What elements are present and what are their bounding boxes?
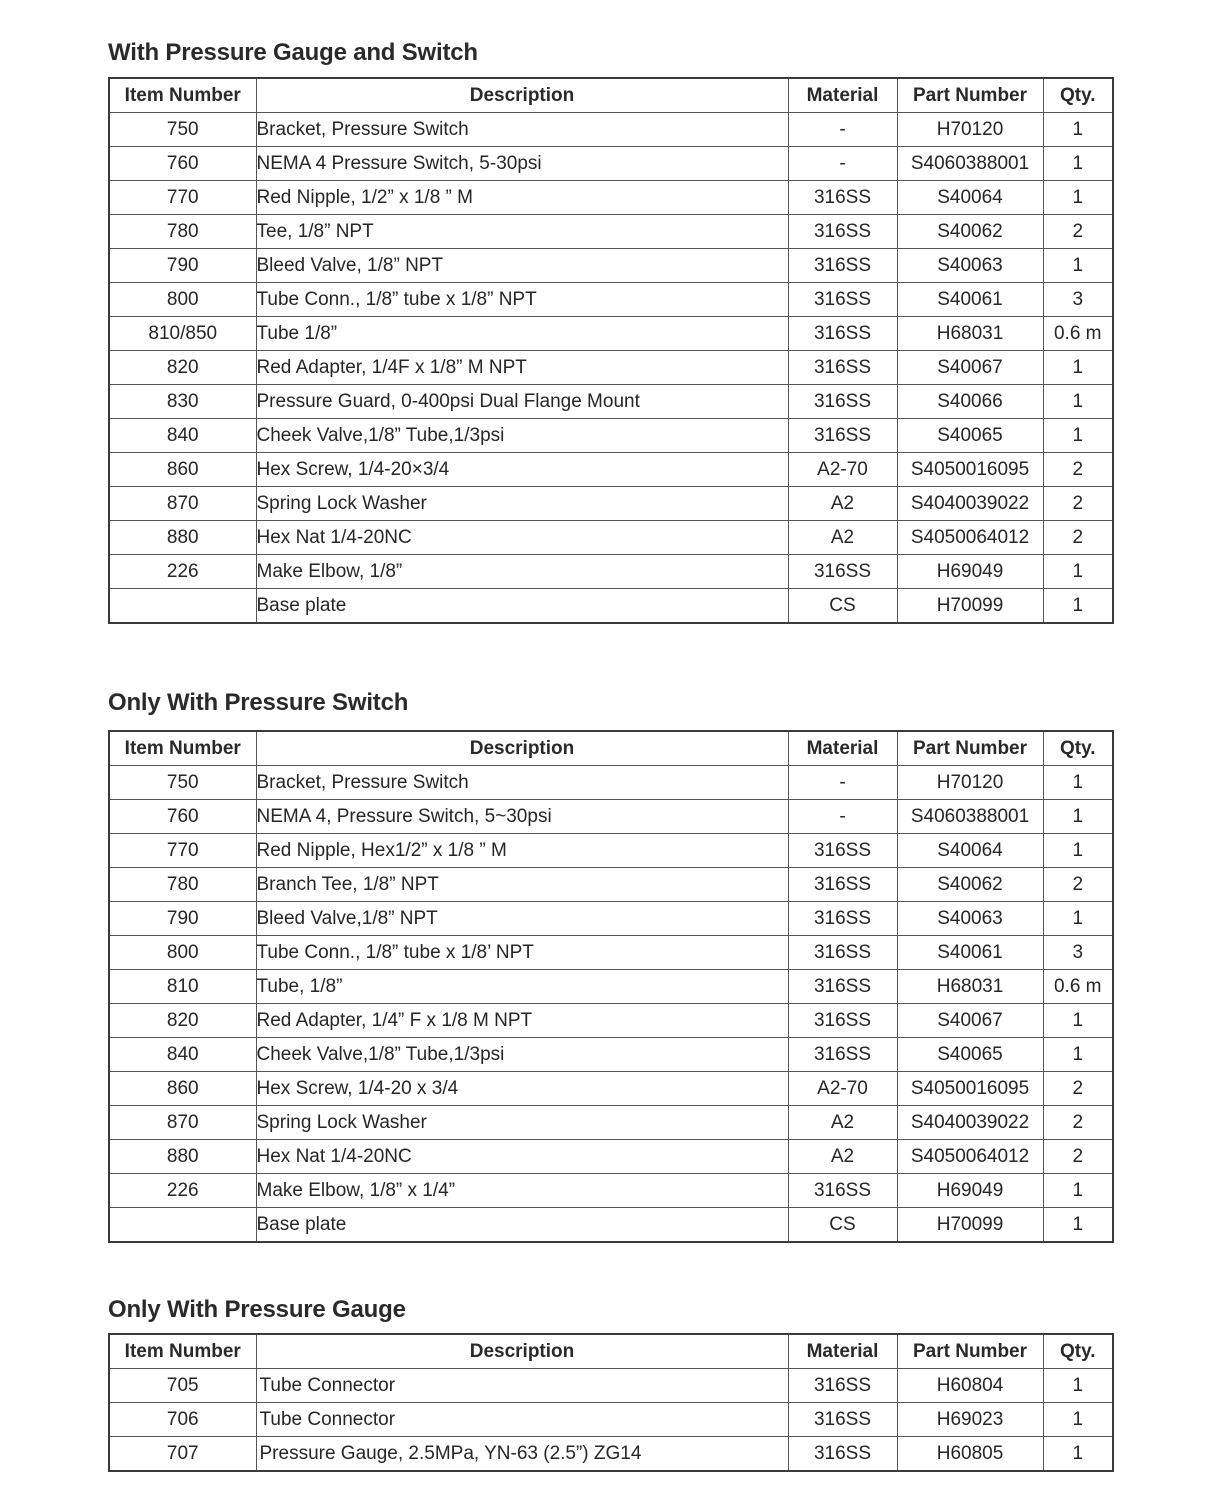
header-item-number: Item Number bbox=[109, 78, 256, 113]
part-number: H68031 bbox=[897, 970, 1043, 1004]
header-qty: Qty. bbox=[1043, 78, 1113, 113]
description: Cheek Valve,1/8” Tube,1/3psi bbox=[256, 419, 788, 453]
description: Pressure Gauge, 2.5MPa, YN-63 (2.5”) ZG14 bbox=[256, 1437, 788, 1472]
description: Make Elbow, 1/8” x 1/4” bbox=[256, 1174, 788, 1208]
table-row bbox=[109, 521, 1113, 555]
description: Red Adapter, 1/4F x 1/8” M NPT bbox=[256, 351, 788, 385]
item-number: 780 bbox=[109, 215, 256, 249]
table-row bbox=[109, 215, 1113, 249]
qty: 1 bbox=[1043, 419, 1113, 453]
item-number: 810 bbox=[109, 970, 256, 1004]
description: Tube, 1/8” bbox=[256, 970, 788, 1004]
description: Hex Screw, 1/4-20×3/4 bbox=[256, 453, 788, 487]
material: 316SS bbox=[788, 283, 897, 317]
qty: 2 bbox=[1043, 868, 1113, 902]
table-row bbox=[109, 1369, 1113, 1403]
material: 316SS bbox=[788, 834, 897, 868]
part-number: S4040039022 bbox=[897, 1106, 1043, 1140]
header-material: Material bbox=[788, 78, 897, 113]
item-number: 750 bbox=[109, 766, 256, 800]
qty: 1 bbox=[1043, 834, 1113, 868]
description: Tube Conn., 1/8” tube x 1/8” NPT bbox=[256, 283, 788, 317]
part-number: H60805 bbox=[897, 1437, 1043, 1472]
description: Bleed Valve, 1/8” NPT bbox=[256, 249, 788, 283]
part-number: S40067 bbox=[897, 1004, 1043, 1038]
section-title: Only With Pressure Switch bbox=[108, 689, 409, 716]
item-number bbox=[109, 1208, 256, 1243]
material: 316SS bbox=[788, 1369, 897, 1403]
material: - bbox=[788, 766, 897, 800]
header-description: Description bbox=[256, 1334, 788, 1369]
description: Branch Tee, 1/8” NPT bbox=[256, 868, 788, 902]
material: CS bbox=[788, 589, 897, 624]
material: 316SS bbox=[788, 1038, 897, 1072]
item-number: 800 bbox=[109, 283, 256, 317]
material: - bbox=[788, 147, 897, 181]
part-number: H70099 bbox=[897, 589, 1043, 624]
table-row bbox=[109, 249, 1113, 283]
material: 316SS bbox=[788, 1174, 897, 1208]
material: 316SS bbox=[788, 215, 897, 249]
item-number: 840 bbox=[109, 1038, 256, 1072]
table-row bbox=[109, 555, 1113, 589]
description: Spring Lock Washer bbox=[256, 487, 788, 521]
parts-table bbox=[108, 77, 1114, 624]
description: Hex Screw, 1/4-20 x 3/4 bbox=[256, 1072, 788, 1106]
item-number: 770 bbox=[109, 181, 256, 215]
parts-table bbox=[108, 730, 1114, 1243]
table-row bbox=[109, 283, 1113, 317]
part-number: S4040039022 bbox=[897, 487, 1043, 521]
section-only-pressure-switch bbox=[108, 688, 1114, 1243]
part-number: S4050016095 bbox=[897, 1072, 1043, 1106]
part-number: H69049 bbox=[897, 1174, 1043, 1208]
part-number: S40063 bbox=[897, 249, 1043, 283]
table-row bbox=[109, 1437, 1113, 1472]
item-number: 880 bbox=[109, 521, 256, 555]
description: Tube Connector bbox=[256, 1369, 788, 1403]
part-number: S40061 bbox=[897, 283, 1043, 317]
qty: 1 bbox=[1043, 1208, 1113, 1243]
material: 316SS bbox=[788, 249, 897, 283]
table-row bbox=[109, 181, 1113, 215]
table-row bbox=[109, 868, 1113, 902]
item-number: 760 bbox=[109, 147, 256, 181]
item-number bbox=[109, 589, 256, 624]
material: 316SS bbox=[788, 181, 897, 215]
item-number: 750 bbox=[109, 113, 256, 147]
table-row bbox=[109, 1106, 1113, 1140]
part-number: S40062 bbox=[897, 868, 1043, 902]
table-row bbox=[109, 419, 1113, 453]
qty: 1 bbox=[1043, 113, 1113, 147]
table-row bbox=[109, 1140, 1113, 1174]
material: 316SS bbox=[788, 902, 897, 936]
description: Tube 1/8” bbox=[256, 317, 788, 351]
table-row bbox=[109, 902, 1113, 936]
item-number: 790 bbox=[109, 249, 256, 283]
material: - bbox=[788, 113, 897, 147]
qty: 1 bbox=[1043, 1004, 1113, 1038]
header-part-number: Part Number bbox=[897, 1334, 1043, 1369]
description: Bracket, Pressure Switch bbox=[256, 766, 788, 800]
item-number: 770 bbox=[109, 834, 256, 868]
material: CS bbox=[788, 1208, 897, 1243]
material: 316SS bbox=[788, 868, 897, 902]
part-number: H69049 bbox=[897, 555, 1043, 589]
qty: 1 bbox=[1043, 589, 1113, 624]
qty: 3 bbox=[1043, 936, 1113, 970]
item-number: 840 bbox=[109, 419, 256, 453]
qty: 0.6 m bbox=[1043, 970, 1113, 1004]
table-row bbox=[109, 936, 1113, 970]
part-number: H70120 bbox=[897, 766, 1043, 800]
qty: 2 bbox=[1043, 1106, 1113, 1140]
qty: 1 bbox=[1043, 351, 1113, 385]
header-qty: Qty. bbox=[1043, 1334, 1113, 1369]
part-number: S40061 bbox=[897, 936, 1043, 970]
description: NEMA 4 Pressure Switch, 5-30psi bbox=[256, 147, 788, 181]
table-row bbox=[109, 453, 1113, 487]
qty: 2 bbox=[1043, 215, 1113, 249]
header-description: Description bbox=[256, 78, 788, 113]
section-with-gauge-and-switch bbox=[108, 38, 1114, 624]
material: A2 bbox=[788, 1140, 897, 1174]
item-number: 820 bbox=[109, 351, 256, 385]
material: A2 bbox=[788, 521, 897, 555]
item-number: 780 bbox=[109, 868, 256, 902]
table-row bbox=[109, 113, 1113, 147]
table-row bbox=[109, 766, 1113, 800]
part-number: S40064 bbox=[897, 834, 1043, 868]
qty: 1 bbox=[1043, 147, 1113, 181]
item-number: 870 bbox=[109, 1106, 256, 1140]
table-row bbox=[109, 1208, 1113, 1243]
table-row bbox=[109, 317, 1113, 351]
item-number: 860 bbox=[109, 453, 256, 487]
item-number: 226 bbox=[109, 555, 256, 589]
qty: 1 bbox=[1043, 800, 1113, 834]
description: Tube Conn., 1/8” tube x 1/8’ NPT bbox=[256, 936, 788, 970]
item-number: 880 bbox=[109, 1140, 256, 1174]
table-row bbox=[109, 1072, 1113, 1106]
qty: 1 bbox=[1043, 181, 1113, 215]
material: 316SS bbox=[788, 1437, 897, 1472]
material: A2-70 bbox=[788, 1072, 897, 1106]
table-header-row bbox=[109, 731, 1113, 766]
part-number: S40065 bbox=[897, 1038, 1043, 1072]
header-material: Material bbox=[788, 1334, 897, 1369]
material: 316SS bbox=[788, 317, 897, 351]
part-number: S40065 bbox=[897, 419, 1043, 453]
part-number: S40062 bbox=[897, 215, 1043, 249]
material: 316SS bbox=[788, 351, 897, 385]
table-header-row bbox=[109, 78, 1113, 113]
description: Tube Connector bbox=[256, 1403, 788, 1437]
item-number: 810/850 bbox=[109, 317, 256, 351]
table-row bbox=[109, 970, 1113, 1004]
part-number: S4050064012 bbox=[897, 521, 1043, 555]
material: A2 bbox=[788, 1106, 897, 1140]
table-row bbox=[109, 800, 1113, 834]
table-row bbox=[109, 385, 1113, 419]
header-item-number: Item Number bbox=[109, 1334, 256, 1369]
qty: 1 bbox=[1043, 555, 1113, 589]
header-description: Description bbox=[256, 731, 788, 766]
qty: 1 bbox=[1043, 1369, 1113, 1403]
qty: 1 bbox=[1043, 1038, 1113, 1072]
table-row bbox=[109, 589, 1113, 624]
table-row bbox=[109, 351, 1113, 385]
qty: 2 bbox=[1043, 521, 1113, 555]
section-title: With Pressure Gauge and Switch bbox=[108, 39, 478, 66]
table-row bbox=[109, 834, 1113, 868]
item-number: 760 bbox=[109, 800, 256, 834]
table-row bbox=[109, 147, 1113, 181]
description: Bracket, Pressure Switch bbox=[256, 113, 788, 147]
material: 316SS bbox=[788, 555, 897, 589]
description: Make Elbow, 1/8” bbox=[256, 555, 788, 589]
qty: 1 bbox=[1043, 385, 1113, 419]
part-number: S40067 bbox=[897, 351, 1043, 385]
part-number: H68031 bbox=[897, 317, 1043, 351]
material: 316SS bbox=[788, 936, 897, 970]
qty: 1 bbox=[1043, 1437, 1113, 1472]
table-row bbox=[109, 487, 1113, 521]
section-title: Only With Pressure Gauge bbox=[108, 1296, 406, 1323]
description: Red Adapter, 1/4” F x 1/8 M NPT bbox=[256, 1004, 788, 1038]
description: NEMA 4, Pressure Switch, 5~30psi bbox=[256, 800, 788, 834]
header-part-number: Part Number bbox=[897, 78, 1043, 113]
item-number: 790 bbox=[109, 902, 256, 936]
item-number: 870 bbox=[109, 487, 256, 521]
item-number: 860 bbox=[109, 1072, 256, 1106]
material: 316SS bbox=[788, 970, 897, 1004]
item-number: 705 bbox=[109, 1369, 256, 1403]
part-number: S40064 bbox=[897, 181, 1043, 215]
part-number: H69023 bbox=[897, 1403, 1043, 1437]
description: Hex Nat 1/4-20NC bbox=[256, 521, 788, 555]
item-number: 707 bbox=[109, 1437, 256, 1472]
material: 316SS bbox=[788, 419, 897, 453]
qty: 1 bbox=[1043, 766, 1113, 800]
part-number: S4050064012 bbox=[897, 1140, 1043, 1174]
qty: 1 bbox=[1043, 902, 1113, 936]
description: Red Nipple, Hex1/2” x 1/8 ” M bbox=[256, 834, 788, 868]
description: Base plate bbox=[256, 589, 788, 624]
material: - bbox=[788, 800, 897, 834]
qty: 2 bbox=[1043, 487, 1113, 521]
qty: 2 bbox=[1043, 453, 1113, 487]
qty: 1 bbox=[1043, 249, 1113, 283]
part-number: S40063 bbox=[897, 902, 1043, 936]
header-part-number: Part Number bbox=[897, 731, 1043, 766]
part-number: H60804 bbox=[897, 1369, 1043, 1403]
description: Spring Lock Washer bbox=[256, 1106, 788, 1140]
qty: 1 bbox=[1043, 1403, 1113, 1437]
item-number: 820 bbox=[109, 1004, 256, 1038]
part-number: S4060388001 bbox=[897, 147, 1043, 181]
part-number: S40066 bbox=[897, 385, 1043, 419]
description: Bleed Valve,1/8” NPT bbox=[256, 902, 788, 936]
qty: 0.6 m bbox=[1043, 317, 1113, 351]
table-row bbox=[109, 1038, 1113, 1072]
table-row bbox=[109, 1004, 1113, 1038]
description: Cheek Valve,1/8” Tube,1/3psi bbox=[256, 1038, 788, 1072]
table-row bbox=[109, 1174, 1113, 1208]
item-number: 830 bbox=[109, 385, 256, 419]
material: 316SS bbox=[788, 1004, 897, 1038]
qty: 3 bbox=[1043, 283, 1113, 317]
header-material: Material bbox=[788, 731, 897, 766]
description: Pressure Guard, 0-400psi Dual Flange Mount bbox=[256, 385, 788, 419]
item-number: 226 bbox=[109, 1174, 256, 1208]
item-number: 800 bbox=[109, 936, 256, 970]
table-header-row bbox=[109, 1334, 1113, 1369]
material: 316SS bbox=[788, 1403, 897, 1437]
description: Hex Nat 1/4-20NC bbox=[256, 1140, 788, 1174]
part-number: H70120 bbox=[897, 113, 1043, 147]
parts-table bbox=[108, 1333, 1114, 1472]
description: Base plate bbox=[256, 1208, 788, 1243]
qty: 1 bbox=[1043, 1174, 1113, 1208]
material: A2-70 bbox=[788, 453, 897, 487]
part-number: S4060388001 bbox=[897, 800, 1043, 834]
part-number: H70099 bbox=[897, 1208, 1043, 1243]
description: Tee, 1/8” NPT bbox=[256, 215, 788, 249]
description: Red Nipple, 1/2” x 1/8 ” M bbox=[256, 181, 788, 215]
header-qty: Qty. bbox=[1043, 731, 1113, 766]
table-row bbox=[109, 1403, 1113, 1437]
part-number: S4050016095 bbox=[897, 453, 1043, 487]
header-item-number: Item Number bbox=[109, 731, 256, 766]
item-number: 706 bbox=[109, 1403, 256, 1437]
qty: 2 bbox=[1043, 1072, 1113, 1106]
material: A2 bbox=[788, 487, 897, 521]
qty: 2 bbox=[1043, 1140, 1113, 1174]
material: 316SS bbox=[788, 385, 897, 419]
section-only-pressure-gauge bbox=[108, 1295, 1114, 1472]
